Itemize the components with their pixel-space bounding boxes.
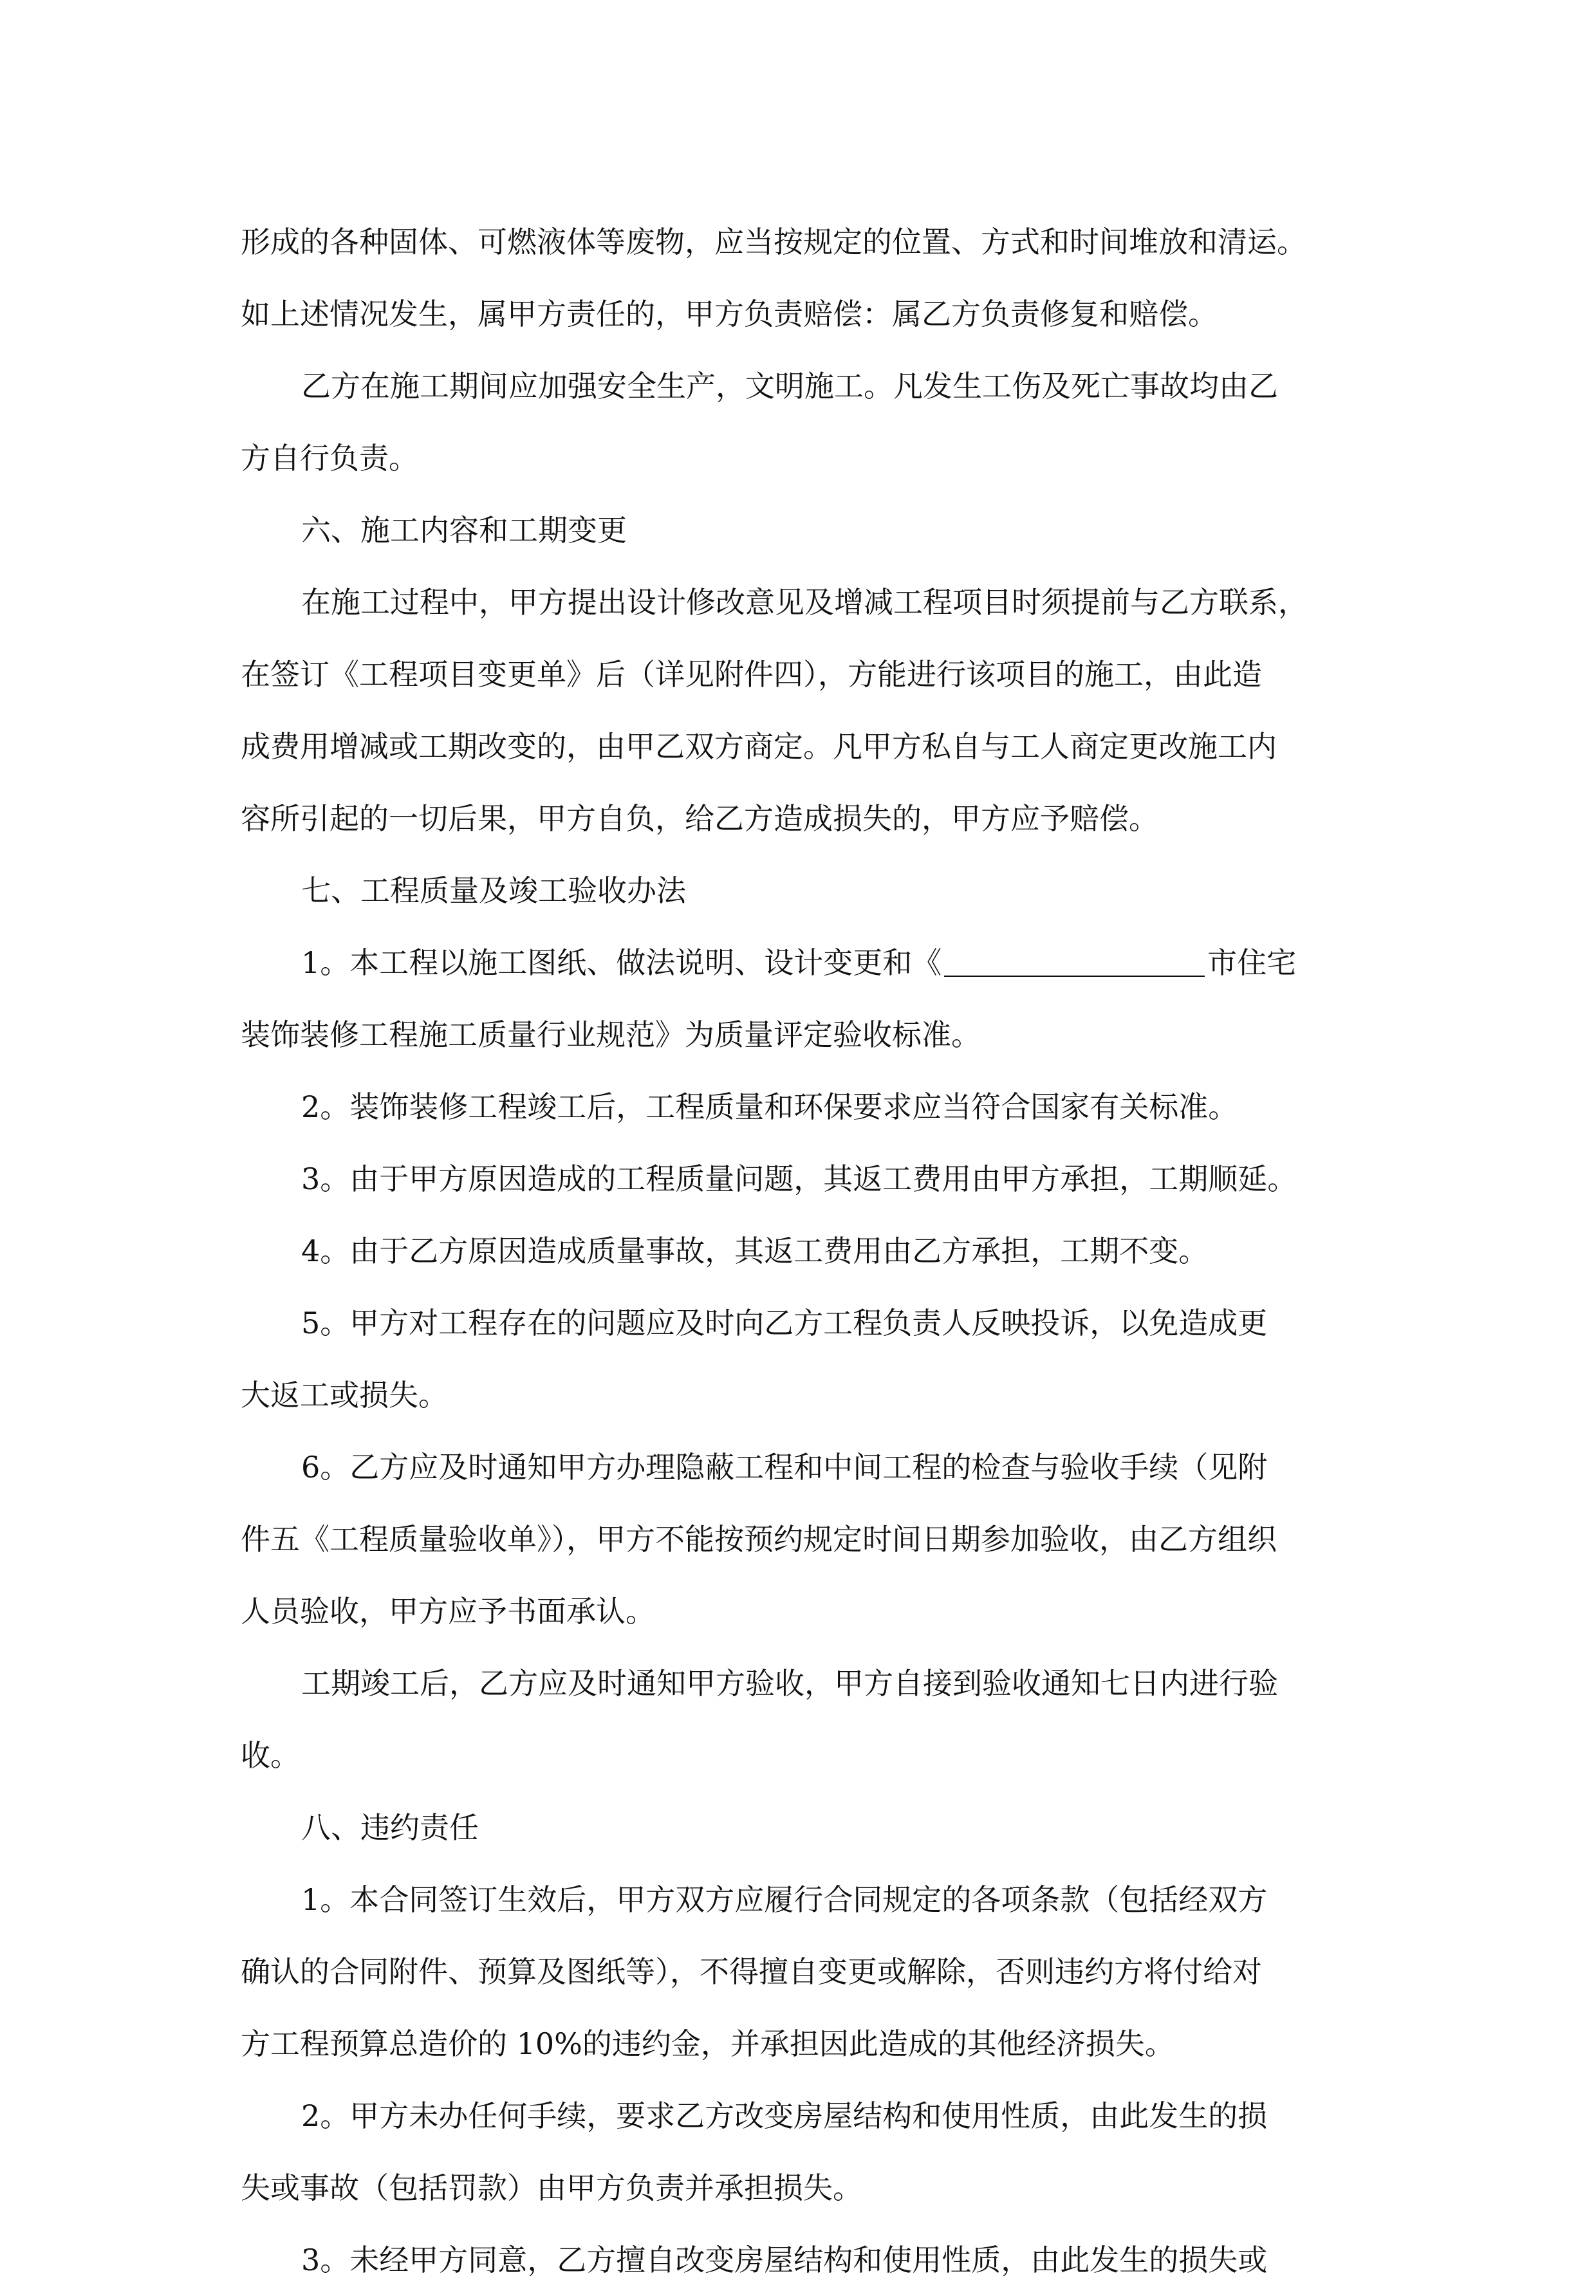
text-line <box>241 1647 1373 1719</box>
text-line <box>241 206 1373 278</box>
line-text-tail: 市住宅 <box>1207 945 1297 980</box>
line-text: 乙方在施工期间应加强安全生产，文明施工。凡发生工伤及死亡事故均由乙 <box>301 369 1278 403</box>
text-line <box>241 350 1373 422</box>
line-text: 成费用增减或工期改变的，由甲乙双方商定。凡甲方私自与工人商定更改施工内 <box>241 729 1277 764</box>
text-line <box>241 2080 1373 2152</box>
text-line <box>241 566 1373 638</box>
line-text: 七、工程质量及竣工验收办法 <box>301 873 686 908</box>
line-text: 失或事故（包括罚款）由甲方负责并承担损失。 <box>241 2171 862 2205</box>
text-line <box>241 1431 1373 1503</box>
line-text: 形成的各种固体、可燃液体等废物，应当按规定的位置、方式和时间堆放和清运。 <box>241 225 1306 259</box>
text-line <box>241 2224 1373 2296</box>
text-line <box>241 638 1373 710</box>
text-line <box>241 1143 1373 1215</box>
text-line <box>241 782 1373 855</box>
line-text: 方工程预算总造价的 10%的违约金，并承担因此造成的其他经济损失。 <box>241 2026 1174 2061</box>
line-text: 人员验收，甲方应予书面承认。 <box>241 1594 655 1629</box>
line-text: 件五《工程质量验收单》），甲方不能按预约规定时间日期参加验收，由乙方组织 <box>241 1522 1277 1557</box>
line-text: 5。甲方对工程存在的问题应及时向乙方工程负责人反映投诉，以免造成更 <box>301 1306 1268 1340</box>
text-line <box>241 927 1373 999</box>
line-text: 4。由于乙方原因造成质量事故，其返工费用由乙方承担，工期不变。 <box>301 1234 1209 1268</box>
text-line <box>241 1575 1373 1647</box>
line-text: 在签订《工程项目变更单》后（详见附件四），方能进行该项目的施工，由此造 <box>241 657 1262 692</box>
text-line <box>241 999 1373 1071</box>
line-text: 工期竣工后，乙方应及时通知甲方验收，甲方自接到验收通知七日内进行验 <box>301 1666 1278 1701</box>
line-text: 在施工过程中，甲方提出设计修改意见及增减工程项目时须提前与乙方联系， <box>301 585 1308 620</box>
line-text: 八、违约责任 <box>301 1810 479 1845</box>
line-text: 3。由于甲方原因造成的工程质量问题，其返工费用由甲方承担，工期顺延。 <box>301 1162 1297 1196</box>
text-line <box>241 1936 1373 2008</box>
text-line <box>241 855 1373 927</box>
text-line <box>241 494 1373 566</box>
line-text: 6。乙方应及时通知甲方办理隐蔽工程和中间工程的检查与验收手续（见附 <box>301 1450 1268 1485</box>
text-line <box>241 2152 1373 2224</box>
line-text: 方自行负责。 <box>241 441 418 476</box>
line-text: 3。未经甲方同意，乙方擅自改变房屋结构和使用性质，由此发生的损失或 <box>301 2243 1268 2277</box>
text-line <box>241 1719 1373 1791</box>
text-line <box>241 1071 1373 1143</box>
text-line <box>241 710 1373 782</box>
line-text: 六、施工内容和工期变更 <box>301 513 627 548</box>
text-line <box>241 1503 1373 1575</box>
line-text: 1。本工程以施工图纸、做法说明、设计变更和《 <box>301 945 942 980</box>
fill-in-blank <box>944 951 1205 977</box>
text-line <box>241 1864 1373 1936</box>
line-text: 收。 <box>241 1738 300 1773</box>
text-line <box>241 2008 1373 2080</box>
line-text: 2。甲方未办任何手续，要求乙方改变房屋结构和使用性质，由此发生的损 <box>301 2098 1268 2133</box>
line-text: 如上述情况发生，属甲方责任的，甲方负责赔偿：属乙方负责修复和赔偿。 <box>241 297 1218 331</box>
text-line <box>241 1359 1373 1431</box>
line-text: 2。装饰装修工程竣工后，工程质量和环保要求应当符合国家有关标准。 <box>301 1089 1238 1124</box>
text-line <box>241 422 1373 494</box>
text-line <box>241 1791 1373 1864</box>
line-text: 装饰装修工程施工质量行业规范》为质量评定验收标准。 <box>241 1017 981 1052</box>
text-line <box>241 1215 1373 1287</box>
line-text: 1。本合同签订生效后，甲方双方应履行合同规定的各项条款（包括经双方 <box>301 1882 1268 1917</box>
line-text: 确认的合同附件、预算及图纸等），不得擅自变更或解除，否则违约方将付给对 <box>241 1954 1262 1989</box>
line-text: 容所引起的一切后果，甲方自负，给乙方造成损失的，甲方应予赔偿。 <box>241 801 1158 836</box>
text-line <box>241 278 1373 350</box>
text-line <box>241 1287 1373 1359</box>
line-text: 大返工或损失。 <box>241 1378 448 1412</box>
document-body <box>241 206 1373 2296</box>
